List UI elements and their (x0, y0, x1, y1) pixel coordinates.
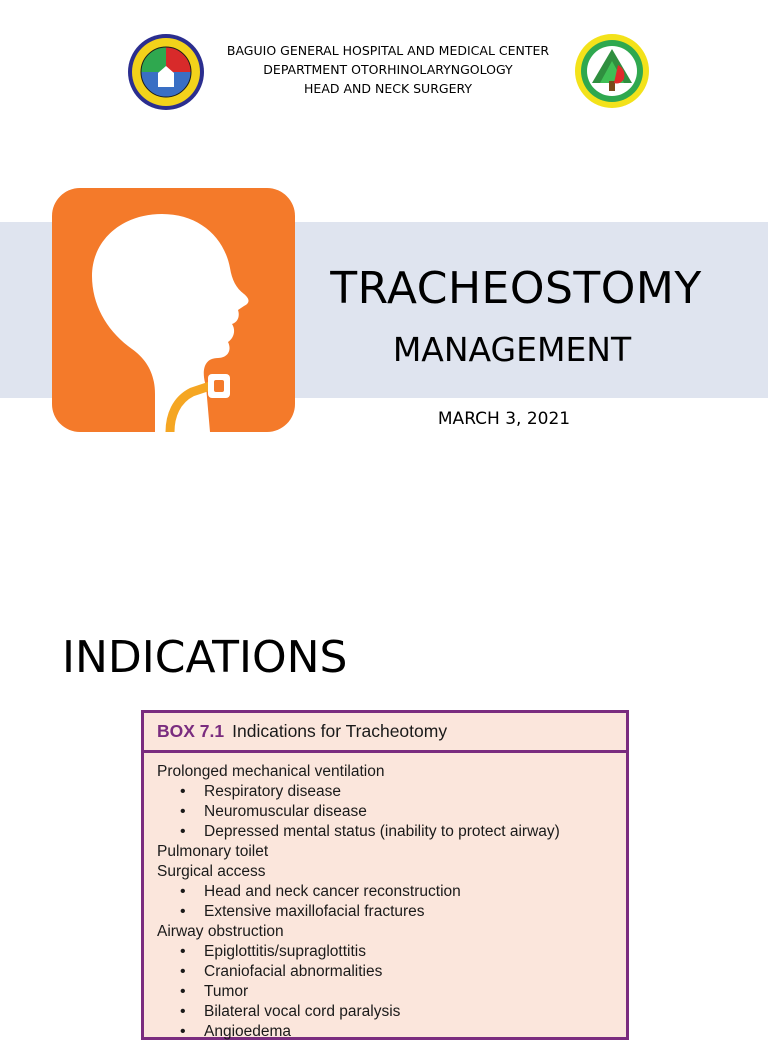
indication-bullet-item: • Craniofacial abnormalities (157, 962, 626, 982)
indication-bullet-item: • Neuromuscular disease (157, 802, 626, 822)
section-title: INDICATIONS (62, 632, 348, 683)
division-name: HEAD AND NECK SURGERY (304, 81, 472, 96)
box-tag: BOX 7.1 (157, 721, 225, 741)
indication-bullet-item: • Epiglottitis/supraglottitis (157, 942, 626, 962)
indication-category: Prolonged mechanical ventilation (157, 763, 385, 780)
indication-bullet-item: • Head and neck cancer reconstruction (157, 882, 626, 902)
indication-bullet-item: • Respiratory disease (157, 782, 626, 802)
indication-bullet-item: • Depressed mental status (inability to protect airway) (157, 822, 626, 842)
hospital-header (225, 41, 551, 98)
presentation-date: MARCH 3, 2021 (437, 409, 571, 429)
box-heading: Indications for Tracheotomy (232, 721, 448, 741)
tracheostomy-head-icon (52, 188, 295, 432)
indication-bullet-item: • Bilateral vocal cord paralysis (157, 1002, 626, 1022)
page-title: TRACHEOSTOMY (330, 263, 702, 314)
department-name: DEPARTMENT OTORHINOLARYNGOLOGY (263, 62, 513, 77)
indication-bullet-item: • Extensive maxillofacial fractures (157, 902, 626, 922)
indications-list (144, 753, 626, 1042)
box-header (144, 713, 626, 753)
hospital-name: BAGUIO GENERAL HOSPITAL AND MEDICAL CENTER (226, 43, 550, 58)
indication-category: Surgical access (157, 863, 266, 880)
indication-category: Airway obstruction (157, 923, 284, 940)
hospital-seal-logo (125, 33, 207, 111)
indication-bullet-item: • Tumor (157, 982, 626, 1002)
page-subtitle: MANAGEMENT (392, 330, 632, 369)
indication-bullet-item: • Angioedema (157, 1022, 626, 1042)
indications-box (141, 710, 629, 1040)
department-logo (570, 31, 650, 109)
indication-category: Pulmonary toilet (157, 843, 269, 860)
